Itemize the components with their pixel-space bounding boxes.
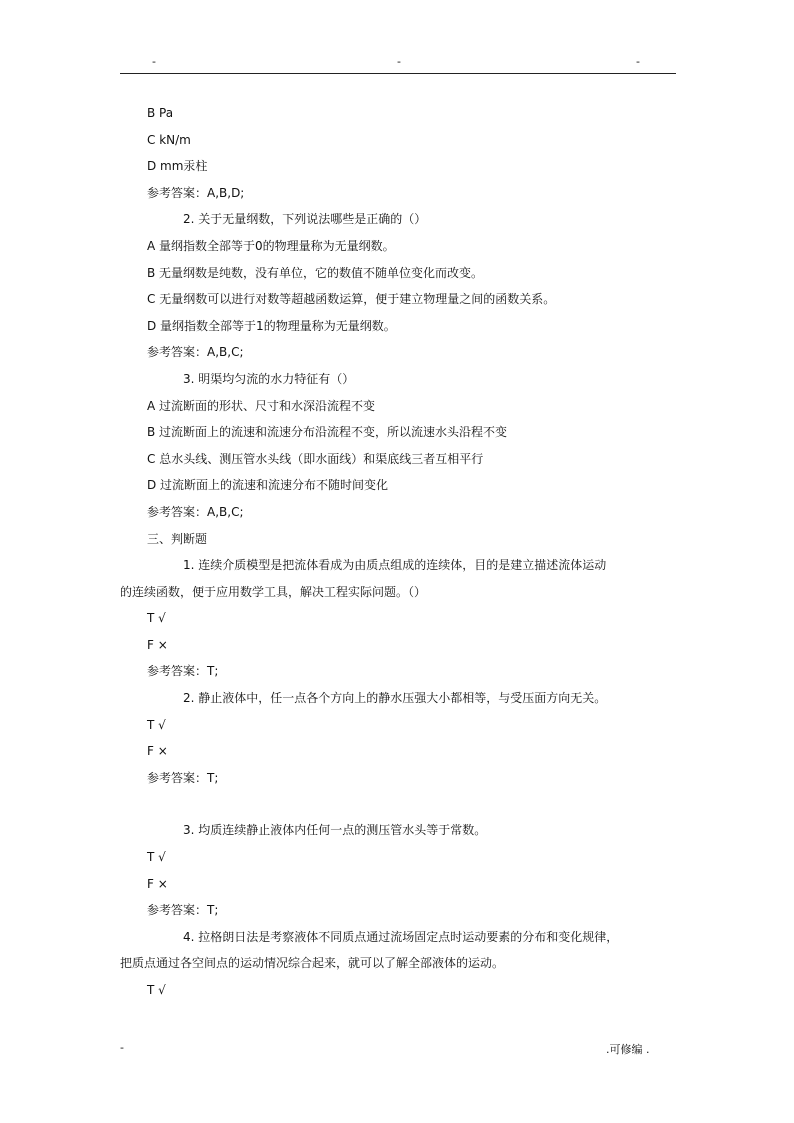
text-line: D 量纲指数全部等于1的物理量称为无量纲数。	[147, 318, 396, 333]
text-line: 2. 关于无量纲数，下列说法哪些是正确的（）	[183, 212, 427, 227]
text-line: 参考答案：T;	[147, 664, 219, 679]
page-header	[120, 55, 676, 74]
text-line: 把质点通过各空间点的运动情况综合起来，就可以了解全部液体的运动。	[120, 956, 505, 971]
text-line: C kN/m	[147, 132, 191, 147]
text-line: F ×	[147, 744, 168, 759]
text-line: D 过流断面上的流速和流速分布不随时间变化	[147, 478, 389, 493]
text-line: 2. 静止液体中，任一点各个方向上的静水压强大小都相等，与受压面方向无关。	[183, 691, 607, 706]
text-line: B 无量纲数是纯数，没有单位，它的数值不随单位变化而改变。	[147, 265, 484, 280]
text-line: C 总水头线、测压管水头线（即水面线）和渠底线三者互相平行	[147, 451, 484, 466]
text-line: F ×	[147, 637, 168, 652]
header-center-mark: -	[397, 55, 401, 68]
text-line: 3. 均质连续静止液体内任何一点的测压管水头等于常数。	[183, 823, 487, 838]
header-left-mark: -	[152, 55, 156, 68]
text-line: T √	[147, 983, 166, 997]
text-line: C 无量纲数可以进行对数等超越函数运算，便于建立物理量之间的函数关系。	[147, 292, 556, 307]
text-line: 1. 连续介质模型是把流体看成为由质点组成的连续体，目的是建立描述流体运动	[183, 558, 607, 573]
text-line: 三、判断题	[147, 531, 208, 546]
text-line: B Pa	[147, 106, 174, 120]
text-line: F ×	[147, 876, 168, 891]
text-line: 参考答案：T;	[147, 903, 219, 918]
text-line: 的连续函数，便于应用数学工具，解决工程实际问题。（）	[120, 584, 427, 599]
text-line: D mm汞柱	[147, 159, 208, 174]
blank-line	[120, 791, 682, 817]
text-line: T √	[147, 850, 166, 865]
text-line: 3. 明渠均匀流的水力特征有（）	[183, 371, 355, 386]
header-right-mark: -	[636, 55, 640, 68]
text-line: 4. 拉格朗日法是考察液体不同质点通过流场固定点时运动要素的分布和变化规律，	[183, 929, 619, 944]
text-line: A 量纲指数全部等于0的物理量称为无量纲数。	[147, 238, 395, 253]
text-line: 参考答案：A,B,C;	[147, 504, 244, 519]
text-line: 参考答案：A,B,D;	[147, 185, 245, 200]
text-line: 参考答案：T;	[147, 770, 219, 785]
footer-editable-note: .可修编 .	[606, 1043, 650, 1056]
text-line: A 过流断面的形状、尺寸和水深沿流程不变	[147, 398, 376, 413]
footer-left-mark: -	[120, 1041, 124, 1054]
document-body	[120, 100, 682, 1004]
text-line: B 过流断面上的流速和流速分布沿流程不变，所以流速水头沿程不变	[147, 425, 508, 440]
text-line: 参考答案：A,B,C;	[147, 345, 244, 360]
text-line: T √	[147, 717, 166, 732]
text-line: T √	[147, 611, 166, 626]
